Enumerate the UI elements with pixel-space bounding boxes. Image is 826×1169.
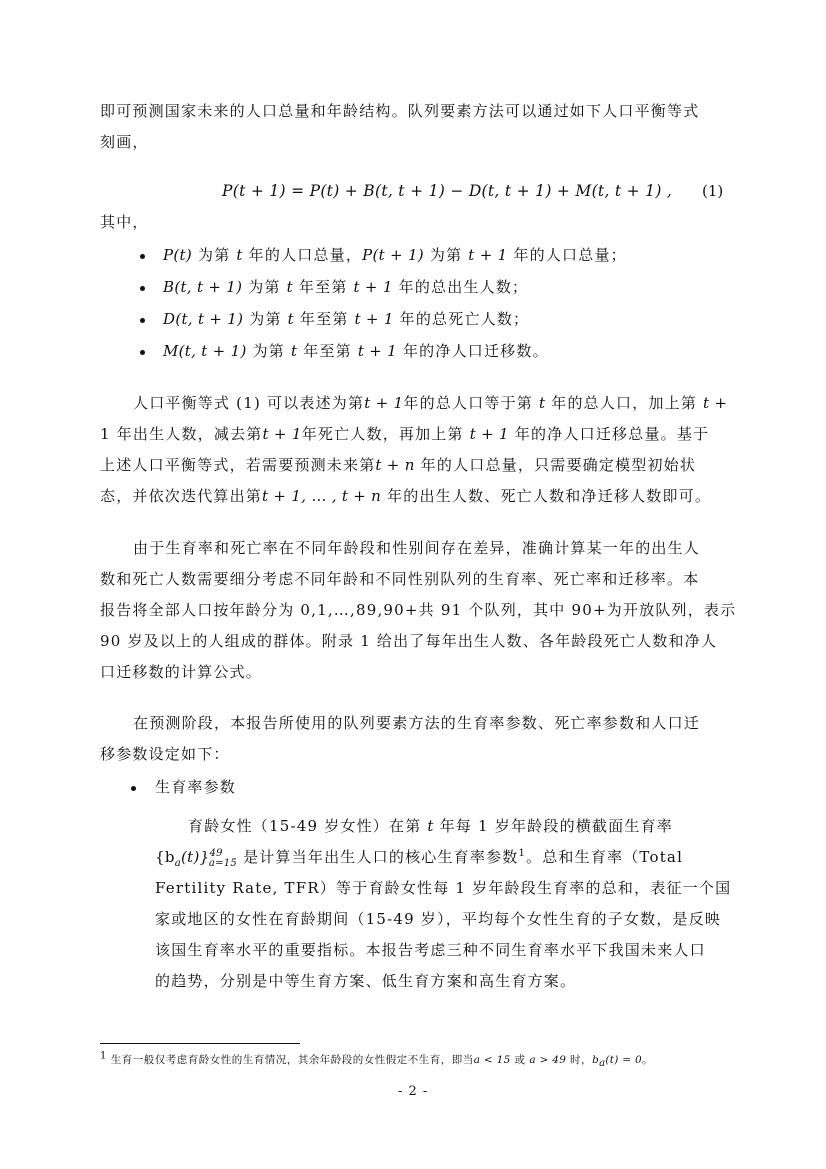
paragraph-line: 其中， [100, 213, 149, 231]
text-run: 为第 [246, 342, 291, 360]
paragraph-line [155, 846, 683, 868]
paragraph-line: 移参数设定如下： [100, 745, 230, 763]
math-symbol: t + n [375, 456, 415, 474]
text-run: 。总和生育率（Total [526, 848, 684, 866]
paragraph-line: 由于生育率和死亡率在不同年龄段和性别间存在差异，准确计算某一年的出生人 [133, 539, 701, 557]
math-symbol: b [592, 1054, 600, 1066]
math-symbol: t + 1 [364, 394, 404, 412]
math-symbol: t [287, 310, 294, 328]
math-symbol: t [427, 817, 434, 835]
bullet-item [163, 308, 529, 330]
paragraph-line: 90 岁及以上的人组成的群体。附录 1 给出了每年出生人数、各年龄段死亡人数和净人 [100, 632, 718, 650]
math-symbol: t + [703, 394, 728, 412]
paragraph-line: 数和死亡人数需要细分考虑不同年龄和不同性别队列的生育率、死亡率和迁移率。本 [100, 570, 700, 588]
text-run: 年的总出生人数； [392, 278, 529, 296]
footnote-mark: 1 [518, 848, 527, 859]
bullet-item [163, 276, 528, 298]
bullet-item [163, 340, 549, 362]
text-run: 年死亡人数，再加上第 [301, 425, 470, 443]
math-subscript: a=15 [208, 858, 238, 869]
subsection-heading: 生育率参数 [155, 778, 237, 796]
page-number: - 2 - [398, 1084, 429, 1099]
math-symbol: (t) = 0 [605, 1054, 643, 1066]
text-run: 年的总死亡人数； [393, 310, 530, 328]
math-symbol: P(t + 1) [362, 246, 424, 264]
text-run: 。 [642, 1054, 654, 1066]
text-run: 1 年出生人数，减去第 [100, 425, 263, 443]
population-balance-equation: P(t + 1) = P(t) + B(t, t + 1) − D(t, t + 1) + M(t, t + 1) , [222, 182, 673, 200]
bullet-dot [131, 786, 136, 791]
text-run: 年至第 [297, 342, 358, 360]
math-symbol: t + 1 [357, 342, 398, 360]
paragraph-line: 的趋势，分别是中等生育方案、低生育方案和高生育方案。 [155, 972, 577, 990]
bullet-dot [140, 286, 145, 291]
math-symbol: D(t, t + 1) [163, 310, 244, 328]
paragraph-line: 即可预测国家未来的人口总量和年龄结构。队列要素方法可以通过如下人口平衡等式 [100, 102, 700, 120]
text-run: 为第 [423, 246, 469, 264]
math-symbol: a < 15 [473, 1054, 511, 1066]
bullet-dot [140, 350, 145, 355]
math-symbol: t + 1 [468, 246, 508, 264]
math-symbol: t + 1 [262, 425, 302, 443]
text-run: 年每 1 岁年龄段的横截面生育率 [439, 817, 673, 835]
math-symbol: a > 49 [529, 1054, 567, 1066]
text-run: 年的净人口迁移总量。基于 [508, 425, 710, 443]
text-run: 或 [510, 1054, 530, 1066]
text-run: 年至第 [292, 278, 354, 296]
fertility-rate-set [155, 848, 238, 869]
math-superscript: 49 [209, 848, 223, 859]
paragraph-line [133, 392, 727, 414]
math-subscript: a [599, 1058, 606, 1070]
math-symbol: t [236, 246, 243, 264]
math-subscript: a [174, 858, 182, 869]
math-symbol: t [286, 278, 293, 296]
paragraph-line [100, 485, 711, 507]
math-symbol: P(t) [163, 246, 193, 264]
math-symbol: t + 1, … , t + n [262, 487, 382, 505]
footnote-rule [100, 1043, 300, 1044]
paragraph-line [100, 454, 696, 476]
paragraph-line: 家或地区的女性在育龄期间（15-49 岁），平均每个女性生育的子女数，是反映 [155, 910, 722, 928]
text-run: 为第 [192, 246, 237, 264]
math-symbol: t [538, 394, 546, 412]
text-run: 生育一般仅考虑育龄女性的生育情况，其余年龄段的女性假定不生育，即当 [110, 1054, 474, 1066]
text-run: 年的人口总量， [242, 246, 363, 264]
text-run: 年的人口总量，只需要确定模型初始状 [414, 456, 697, 474]
bullet-dot [140, 318, 145, 323]
paragraph-line [100, 423, 709, 445]
text-run: 人口平衡等式 (1) 可以表述为第 [133, 394, 365, 412]
equation-number: (1) [702, 182, 724, 200]
math-symbol: B(t, t + 1) [163, 278, 243, 296]
text-run: 年至第 [293, 310, 355, 328]
text-run: 年的净人口迁移数。 [397, 342, 549, 360]
math-symbol: {b [155, 848, 175, 866]
text-run: 是计算当年出生人口的核心生育率参数 [243, 848, 519, 866]
paragraph-line: 口迁移数的计算公式。 [100, 663, 263, 681]
text-run: 年的出生人数、死亡人数和净迁移人数即可。 [381, 487, 712, 505]
footnote [100, 1050, 654, 1070]
math-symbol [592, 1054, 643, 1070]
paragraph-line: Fertility Rate, TFR）等于育龄女性每 1 岁年龄段生育率的总和，表征一个国 [155, 879, 732, 897]
text-run: 年的总人口，加上第 [545, 394, 704, 412]
paragraph-line: 在预测阶段，本报告所使用的队列要素方法的生育率参数、死亡率参数和人口迁 [133, 714, 701, 732]
text-run: 为第 [242, 278, 287, 296]
text-run: 育龄女性（15-49 岁女性）在第 [188, 817, 422, 835]
text-run: 年的人口总量； [507, 246, 627, 264]
paragraph-line: 该国生育率水平的重要指标。本报告考虑三种不同生育率水平下我国未来人口 [155, 941, 706, 959]
math-symbol: t + 1 [354, 310, 394, 328]
text-run: 为第 [243, 310, 288, 328]
text-run: 上述人口平衡等式，若需要预测未来第 [100, 456, 376, 474]
math-symbol: t + 1 [469, 425, 509, 443]
paragraph-line: 报告将全部人口按年龄分为 0,1,…,89,90+共 91 个队列，其中 90+为开放队列，表示 [100, 601, 737, 619]
bullet-item [163, 244, 627, 266]
footnote-mark: 1 [100, 1050, 107, 1062]
math-symbol: t + 1 [353, 278, 393, 296]
math-symbol: (t)} [181, 848, 210, 866]
text-run: 年的总人口等于第 [403, 394, 539, 412]
bullet-dot [140, 254, 145, 259]
text-run: 态，并依次迭代算出第 [100, 487, 263, 505]
paragraph-line: 刻画， [100, 133, 149, 151]
text-run: 时， [566, 1054, 593, 1066]
paragraph-line [188, 815, 673, 837]
math-symbol: M(t, t + 1) [163, 342, 247, 360]
math-symbol: t [290, 342, 298, 360]
